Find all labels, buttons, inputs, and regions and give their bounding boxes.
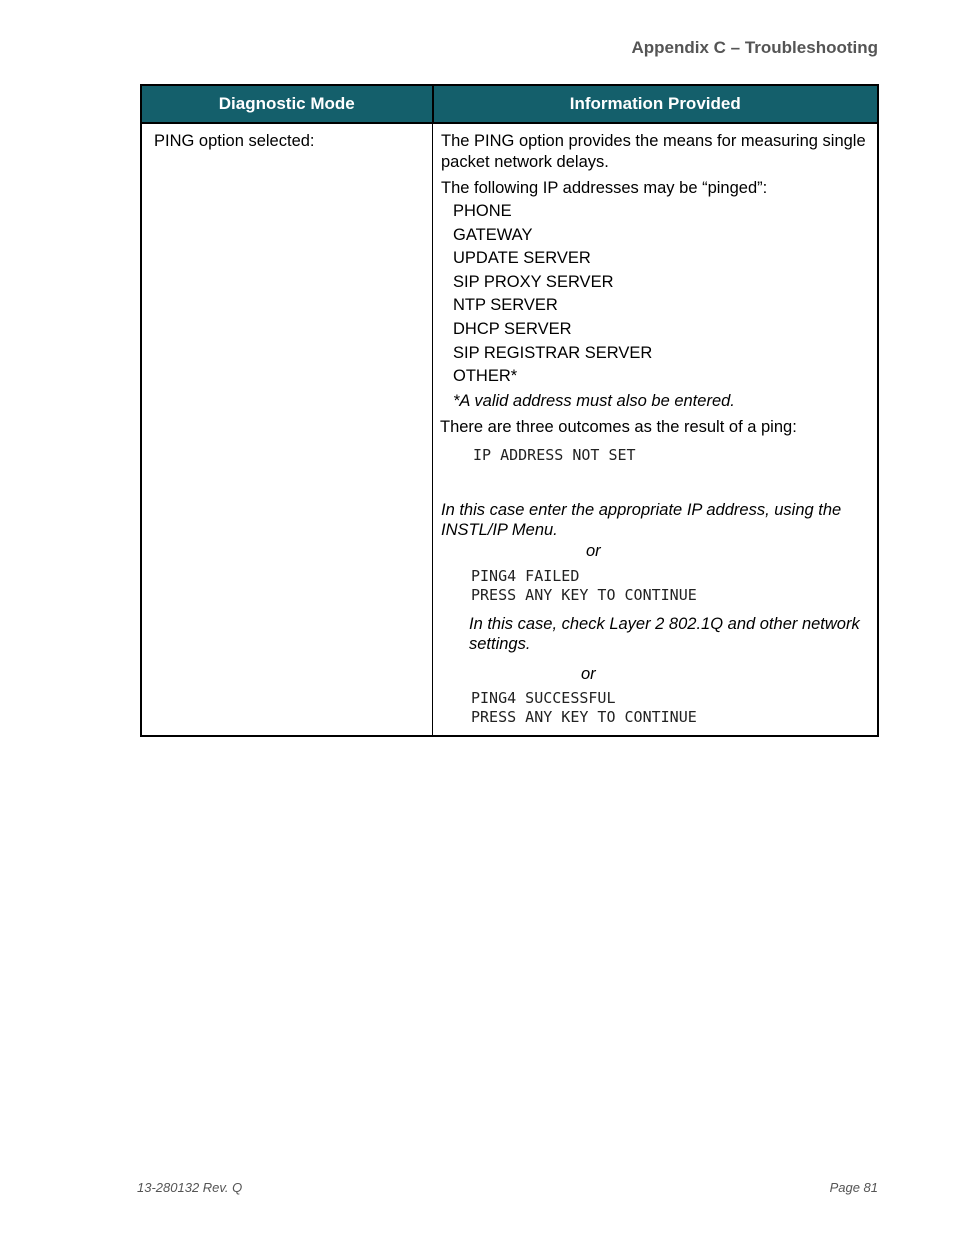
or-separator: or — [581, 664, 596, 683]
column-header-diagnostic-mode: Diagnostic Mode — [141, 85, 433, 123]
address-item: PHONE — [453, 202, 512, 220]
outcome-display-not-set: IP ADDRESS NOT SET — [473, 445, 636, 464]
information-cell — [433, 123, 879, 736]
outcome-note-failed: In this case, check Layer 2 802.1Q and other network settings. — [469, 614, 860, 653]
address-item: SIP REGISTRAR SERVER — [453, 343, 653, 362]
diagnostic-table — [140, 84, 879, 737]
address-item: OTHER* — [453, 367, 518, 386]
outcome-note-not-set: In this case enter the appropriate IP address, using the INSTL/IP Menu. — [441, 500, 842, 539]
or-separator: or — [586, 541, 601, 560]
outcome-display-successful-line1: PING4 SUCCESSFUL — [471, 688, 616, 707]
running-header: Appendix C – Troubleshooting — [631, 38, 878, 57]
address-item: UPDATE SERVER — [453, 249, 591, 268]
diagnostic-mode-cell: PING option selected: — [141, 123, 433, 736]
doc-number: 13-280132 Rev. Q — [137, 1180, 243, 1195]
address-item: DHCP SERVER — [453, 319, 572, 338]
table-header-row — [141, 85, 878, 123]
outcome-display-successful-line2: PRESS ANY KEY TO CONTINUE — [471, 707, 697, 726]
column-header-information-provided: Information Provided — [433, 85, 879, 123]
address-item: GATEWAY — [453, 225, 533, 244]
page-number: Page 81 — [829, 1180, 878, 1195]
outcome-display-failed-line1: PING4 FAILED — [471, 566, 580, 585]
outcome-display-failed-line2: PRESS ANY KEY TO CONTINUE — [471, 585, 697, 604]
address-item: SIP PROXY SERVER — [453, 272, 614, 291]
ping-intro: The PING option provides the means for measuring single packet network delays. — [441, 132, 866, 171]
address-item: NTP SERVER — [453, 296, 558, 315]
address-footnote: *A valid address must also be entered. — [453, 391, 735, 410]
table-row — [141, 123, 878, 736]
outcomes-intro: There are three outcomes as the result of a ping: — [440, 417, 797, 436]
addresses-intro: The following IP addresses may be “pinged”: — [441, 179, 768, 197]
